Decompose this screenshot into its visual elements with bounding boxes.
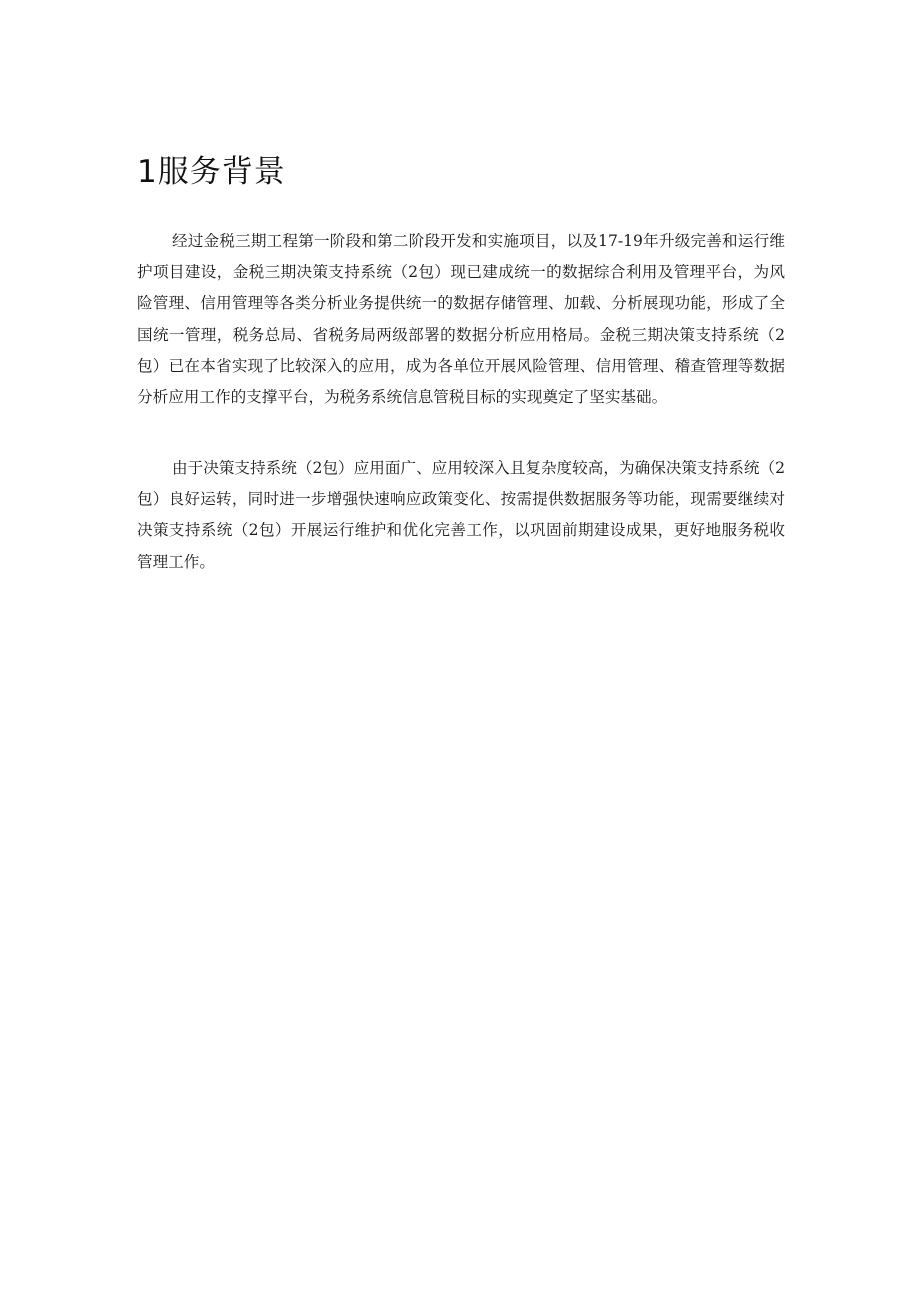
section-heading: 1服务背景 — [137, 154, 286, 190]
body-paragraph: 经过金税三期工程第一阶段和第二阶段开发和实施项目，以及17-19年升级完善和运行维护项目建设，金税三期决策支持系统（2包）现已建成统一的数据综合利用及管理平台，为风险管理、信用管理等各类分析业务提供统一的数据存储管理、加载、分析展现功能，形成了全国统一管理，税务总局、省税务局两级部署的数据分析应用格局。金税三期决策支持系统（2包）已在本省实现了比较深入的应用，成为各单位开展风险管理、信用管理、稽查管理等数据分析应用工作的支撑平台，为税务系统信息管税目标的实现奠定了坚实基础。 — [137, 232, 785, 407]
body-paragraph: 由于决策支持系统（2包）应用面广、应用较深入且复杂度较高，为确保决策支持系统（2包）良好运转，同时进一步增强快速响应政策变化、按需提供数据服务等功能，现需要继续对决策支持系统（2包）开展运行维护和优化完善工作，以巩固前期建设成果，更好地服务税收管理工作。 — [137, 459, 785, 571]
